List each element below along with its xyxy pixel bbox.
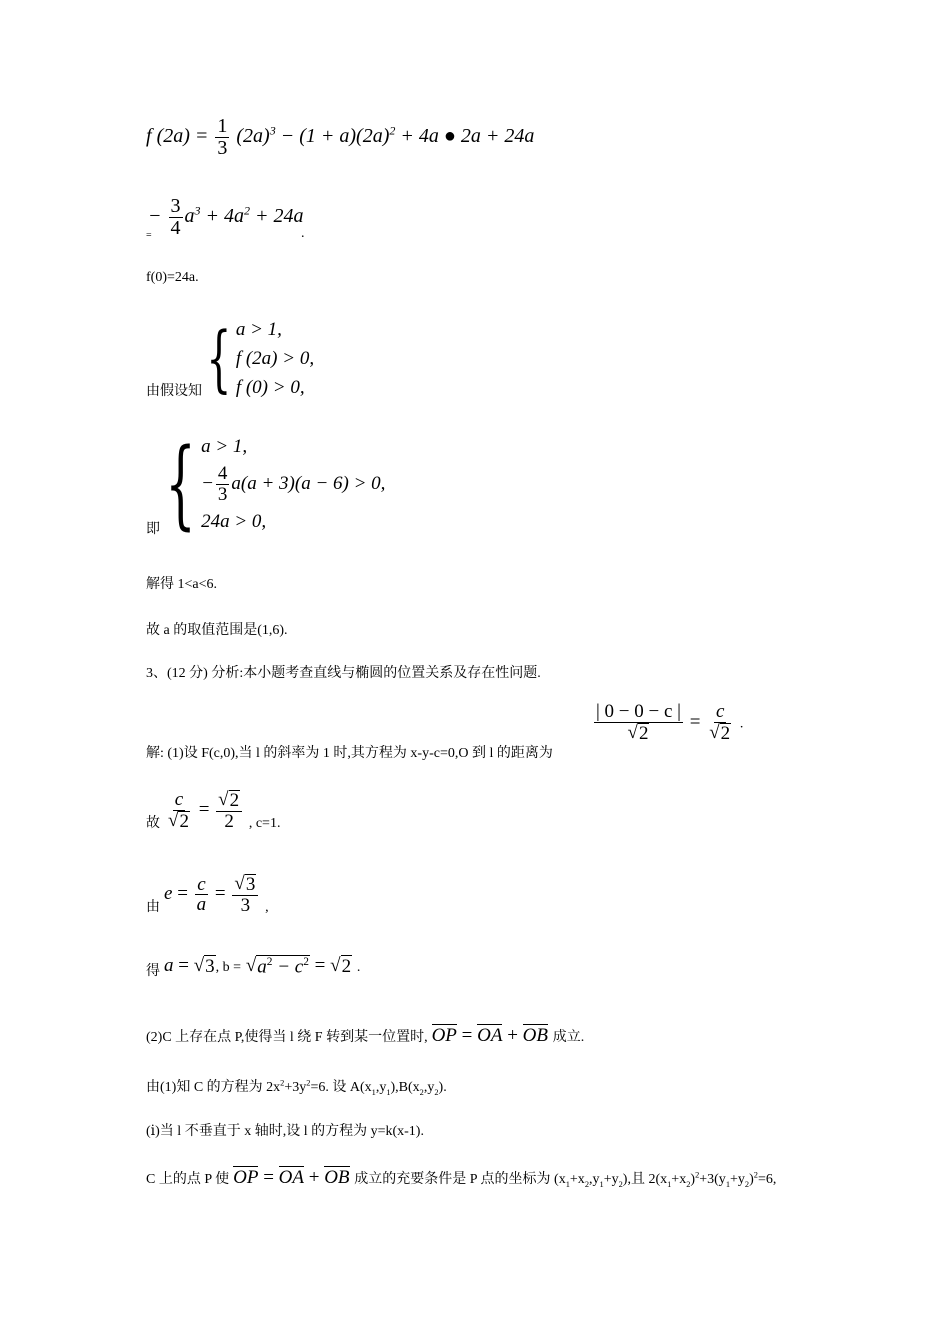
last-j: +y [730,1172,745,1187]
question3-line: 3、(12 分) 分析:本小题考查直线与椭圆的位置关系及存在性问题. [146,666,541,681]
last-d: ,y [589,1172,600,1187]
de-line [146,955,360,980]
eqc-s3: 2 [419,1087,424,1097]
last-f: ),且 2(x [622,1172,668,1187]
f2a-lhs: f [146,125,152,148]
equivalent-system [146,428,385,540]
gu-expression [164,789,249,832]
last-s7: 1 [725,1179,730,1189]
f2a-frac-den: 3 [217,137,228,159]
last-op: OP [233,1167,259,1188]
you-line [146,874,269,916]
e-r-num: √ 3 [232,874,258,896]
last-s6: 2 [686,1179,691,1189]
de-expression [164,955,357,976]
eqc-c: =6. 设 A(x [310,1080,372,1095]
sys2-minus: − [201,473,214,494]
f2a-rhs2: − (1 + a)(2a) [280,125,390,148]
last-s2: 2 [584,1179,589,1189]
last-c: +x [569,1172,585,1187]
last-p2: 2 [753,1170,758,1180]
solve-line: 解得 1<a<6. [146,577,218,592]
eqc-f: ,y [423,1080,435,1095]
range-line: 故 a 的取值范围是(1,6). [146,623,288,638]
simp-minus: − [148,205,162,228]
f2a-arg: (2a) = [156,125,209,148]
eccentricity-expression [164,873,265,916]
eqc-e: ),B(x [390,1080,420,1095]
de-minus: − c [277,956,304,978]
simp-fraction [169,196,183,239]
de-comma: , b = [215,960,242,975]
dist-den: √ 2 [627,721,649,744]
last-ob: OB [324,1167,350,1188]
simp-exp2: 2 [244,203,250,218]
condition-text [354,1172,776,1187]
last-s3: 1 [599,1179,604,1189]
ellipse-equation-line [146,1076,447,1097]
de-eq1: = [178,955,189,976]
gu-right-fraction [216,790,242,832]
f2a-rhs3: + 4a ● 2a + 24a [400,125,535,148]
assume-label: 由假设知 [146,384,202,399]
gu-num: c [174,789,184,810]
vec-ob: OB [522,1025,548,1046]
sys2-row3: 24a > 0, [201,511,267,532]
gu-eq: = [198,799,210,821]
eqc-a: 由(1)知 C 的方程为 2x [146,1080,281,1095]
de-sqrt3: √ 3 [193,955,215,977]
distance-formula [592,702,743,744]
eq-sign: = [146,230,152,241]
left-brace: { [165,428,196,540]
e-fraction [195,875,209,916]
f2a-rhs-exp: 3 [269,123,276,138]
simp-24a: + 24a [255,205,304,228]
simp-4a: + 4a [205,205,244,228]
last-p1: 2 [695,1170,700,1180]
equivalent-wrap [146,428,385,540]
assumption-wrap [146,314,314,402]
last-k: ) [749,1172,754,1187]
last-oa: OA [278,1167,304,1188]
e-num: c [197,873,206,895]
vec-eq: = [461,1025,473,1046]
de-sqrt-big: √ $a^2 - c^2$ [245,955,309,978]
simp-period: . [301,226,305,241]
last-h: ) [690,1172,696,1187]
de-rad3: 3 [205,956,215,977]
p2-text: (2)C 上存在点 P,使得当 l 绕 F 转到某一位置时, [146,1030,428,1045]
de-a: a [164,955,174,976]
p2-tail: 成立. [552,1030,585,1045]
vec-op: OP [431,1025,457,1046]
sys2-den: 3 [217,484,228,506]
distance-right-fraction [707,702,733,744]
sys1-row1: a > 1, [235,318,282,340]
sys2-fraction [216,464,230,505]
sys1-row2: f (2a) > 0, [235,347,315,369]
de-a2: a [257,956,267,978]
eqc-s1: 1 [371,1087,376,1097]
e-tail: , [265,899,269,915]
last-g: +x [671,1172,687,1187]
e-eq2: = [214,883,226,905]
condition-vector-equation [233,1167,354,1188]
simp-frac-num: 3 [170,195,181,217]
eqc-g: ). [438,1080,447,1095]
distance-fraction [594,702,683,744]
sys1-row3: f (0) > 0, [235,376,305,398]
simp-exp3: 3 [194,203,201,218]
e-den: a [196,894,207,916]
dist-num: | 0 − 0 − c | [596,701,681,722]
e-r-num-rad: 3 [245,874,256,895]
gu-tail: , c=1. [248,815,281,831]
simp-frac-den: 4 [170,217,181,239]
gu-den-rad: 2 [179,810,189,832]
de-sqrt2: √ 2 [330,955,352,977]
last-eq: = [263,1167,274,1188]
last-s4: 2 [618,1179,623,1189]
f2a-equation [146,116,534,159]
case-i-line: (ⅰ)当 l 不垂直于 x 轴时,设 l 的方程为 y=k(x-1). [146,1124,424,1139]
last-i: +3(y [699,1172,726,1187]
gu-r-num: √ 2 [216,790,242,812]
sys2-row1: a > 1, [201,436,248,457]
dist-r-num: c [715,701,725,722]
gu-r-den: 2 [224,810,234,832]
you-label: 由 [146,899,160,915]
sys2-rest: a(a + 3)(a − 6) > 0, [231,473,386,494]
gu-r-num-rad: 2 [229,790,240,811]
dist-eq: = [689,711,701,733]
f2a-rhs: (2a) [236,125,270,148]
dist-period: . [739,716,744,732]
last-b: 成立的充要条件是 P 点的坐标为 (x [354,1172,566,1187]
ji-label: 即 [146,522,160,537]
assumption-system [146,314,314,402]
sys2-row2 [201,461,385,507]
e-r-den: 3 [240,894,251,916]
dist-r-den-rad: 2 [720,722,731,744]
de-label: 得 [146,964,160,979]
last-e: +y [603,1172,619,1187]
assumption-rows [236,315,314,402]
vec-oa: OA [477,1025,503,1046]
e-right-fraction [232,874,258,916]
eqc-s4: 2 [434,1087,439,1097]
de-period: . [356,960,361,975]
last-s5: 1 [667,1179,672,1189]
solution-line: 解: (1)设 F(c,0),当 l 的斜率为 1 时,其方程为 x-y-c=0,O 到 l 的距离为 [146,746,553,761]
f2a-frac-num: 1 [217,115,228,137]
condition-line [146,1166,776,1189]
last-l: =6, [757,1172,777,1187]
f2a-rhs2-exp: 2 [389,123,396,138]
gu-fraction [166,790,192,832]
eqc-exp1: 2 [280,1078,285,1088]
f0-line: f(0)=24a. [146,270,199,285]
last-plus: + [308,1167,320,1188]
last-a: C 上的点 P 使 [146,1172,230,1187]
simp-a: a [184,205,195,228]
gu-label: 故 [146,815,160,831]
dist-den-rad: 2 [638,722,649,744]
last-s1: 1 [565,1179,570,1189]
dist-r-den: √ 2 [709,721,731,744]
de-rad2: 2 [341,956,352,977]
left-brace: { [206,316,232,400]
vector-equation [432,1025,553,1046]
de-eq2: = [314,955,326,976]
simplified-expression [148,196,304,239]
eqc-exp2: 2 [306,1078,311,1088]
vec-plus: + [507,1025,518,1046]
part2-line [146,1024,584,1047]
de-exp-a: 2 [266,956,273,968]
eqc-s2: 1 [386,1087,391,1097]
last-s8: 2 [744,1179,750,1189]
e-eq1: = [177,883,188,905]
de-exp-c: 2 [303,956,309,968]
eqc-d: ,y [375,1080,387,1095]
sys2-num: 4 [217,463,228,485]
gu-den: √ 2 [168,809,189,832]
eqc-b: +3y [284,1080,307,1095]
equivalent-rows [201,432,385,536]
e-symbol: e [164,883,173,905]
gu-line [146,790,280,832]
f2a-fraction [215,116,229,159]
